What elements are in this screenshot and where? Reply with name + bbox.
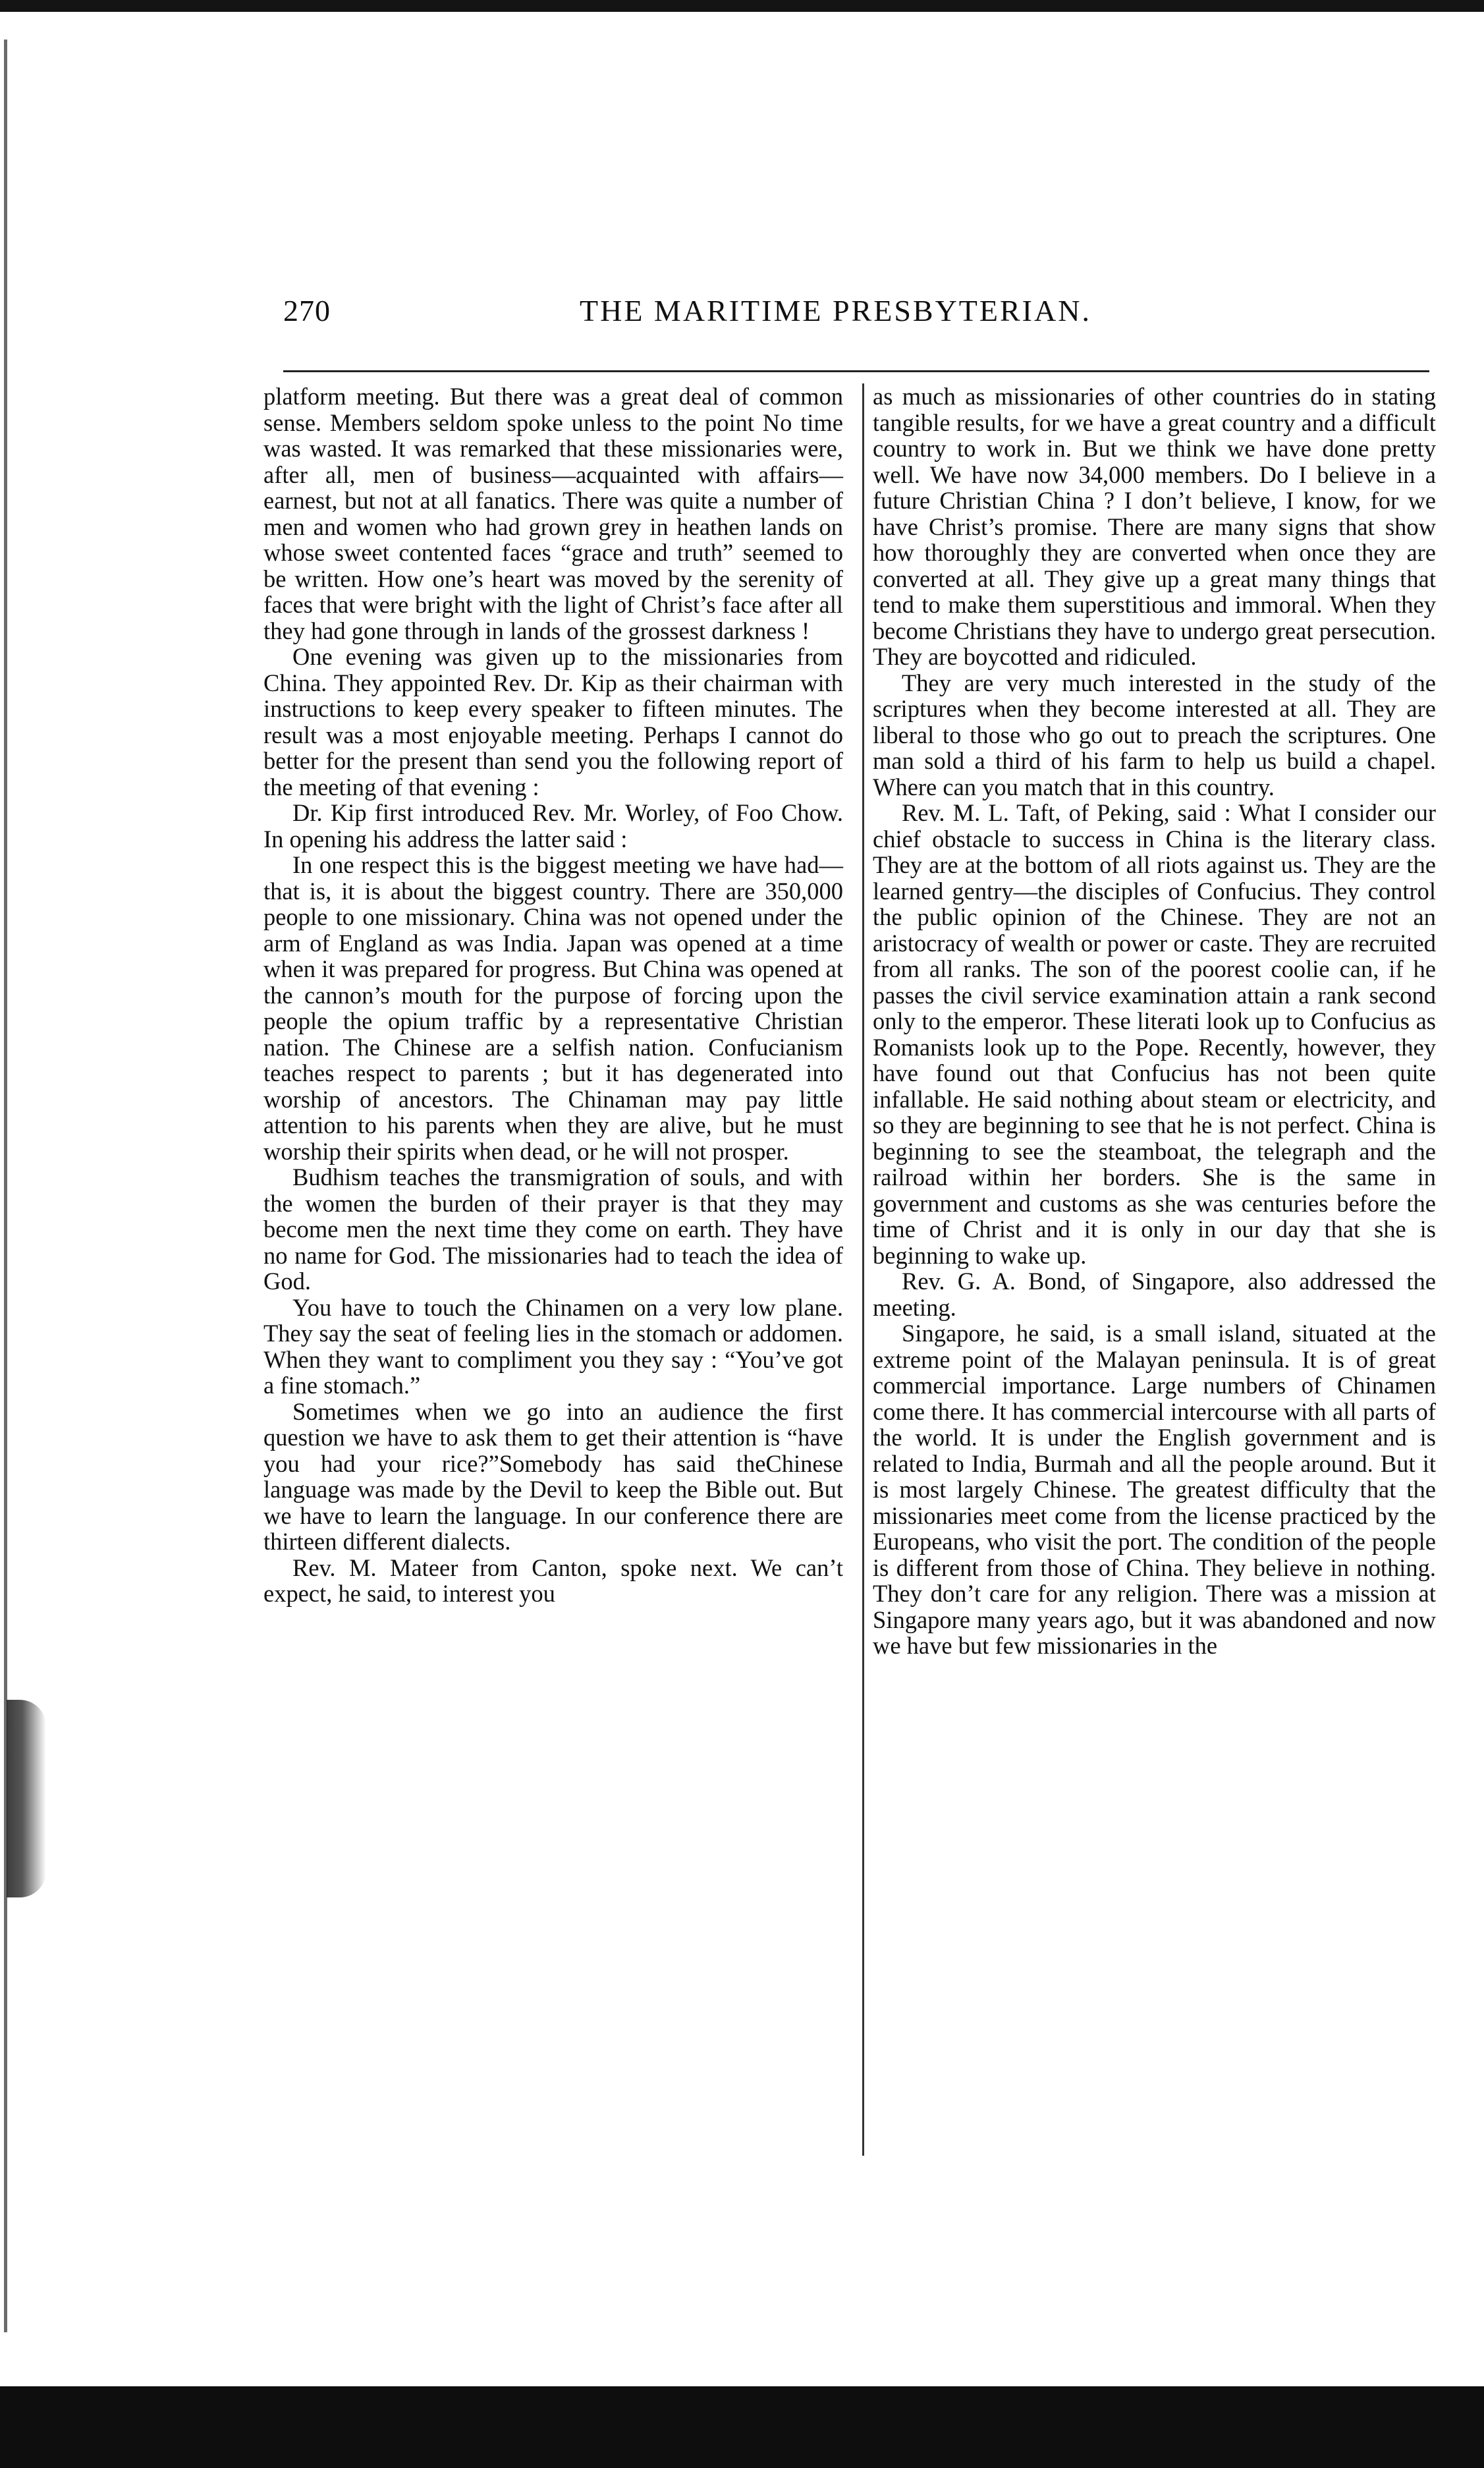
- paragraph: Dr. Kip first introduced Rev. Mr. Worley, of Foo Chow. In opening his address the latter said :: [263, 799, 843, 853]
- right-column: [873, 383, 1436, 2162]
- left-column: [263, 383, 843, 2162]
- header-rule: [283, 370, 1429, 372]
- paragraph: Singapore, he said, is a small island, situated at the extreme point of the Malayan peninsula. It is of great commercial importance. Large numbers of Chinamen come there. It has commercial intercourse with all parts of the world. It is under the English government and is related to India, Burmah and all the people around. But it is most largely Chinese. The greatest difficulty that the missionaries meet come from the license practiced by the Europeans, who visit the port. The condition of the people is different from those of China. They believe in nothing. They don’t care for any religion. There was a mission at Singapore many years ago, but it was abandoned and now we have but few missionaries in the: [873, 1320, 1436, 1659]
- scan-top-border: [0, 0, 1484, 12]
- paragraph: platform meeting. But there was a great deal of common sense. Members seldom spoke unless to the point No time was wasted. It was remarked that these missionaries were, after all, men of business—acquainted with affairs—earnest, but not at all fanatics. There was quite a number of men and women who had grown grey in heathen lands on whose sweet contented faces “grace and truth” seemed to be written. How one’s heart was moved by the serenity of faces that were bright with the light of Christ’s face after all they had gone through in lands of the grossest darkness !: [263, 383, 843, 644]
- scan-bottom-border: [0, 2386, 1484, 2468]
- paragraph: In one respect this is the biggest meeting we have had—that is, it is about the biggest country. There are 350,000 people to one missionary. China was not opened under the arm of England as was India. Japan was opened at a time when it was prepared for progress. But China was opened at the cannon’s mouth for the purpose of forcing upon the people the opium traffic by a representative Christian nation. The Chinese are a selfish nation. Confucianism teaches respect to parents ; but it has degenerated into worship of ancestors. The Chinaman may pay little attention to his parents when they are alive, but he must worship their spirits when dead, or he will not prosper.: [263, 851, 843, 1165]
- paragraph: You have to touch the Chinamen on a very low plane. They say the seat of feeling lies in the stomach or addomen. When they want to compliment you they say : “You’ve got a fine stomach.”: [263, 1293, 843, 1399]
- page-number: 270: [283, 294, 331, 327]
- paragraph: Rev. M. L. Taft, of Peking, said : What I consider our chief obstacle to success in China is the literary class. They are at the bottom of all riots against us. They are the learned gentry—the disciples of Confucius. They control the public opinion of the Chinese. They are not an aristocracy of wealth or power or caste. They are recruited from all ranks. The son of the poorest coolie can, if he passes the civil service examination attain a rank second only to the emperor. These literati look up to Confucius as Romanists look up to the Pope. Recently, however, they have found out that Confucius has not been quite infallable. He said nothing about steam or electricity, and so they are beginning to see that he is not perfect. China is beginning to see the steamboat, the telegraph and the railroad within her borders. She is the same in government and customs as she was centuries before the time of Christ and it is only in our day that she is beginning to wake up.: [873, 799, 1436, 1269]
- paragraph: Sometimes when we go into an audience the first question we have to ask them to get their attention is “have you had your rice?”Somebody has said theChinese language was made by the Devil to keep the Bible out. But we have to learn the language. In our conference there are thirteen different dialects.: [263, 1397, 843, 1555]
- paragraph: They are very much interested in the study of the scriptures when they become interested at all. They are liberal to those who go out to preach the scriptures. One man sold a third of his farm to help us build a chapel. Where can you match that in this country.: [873, 669, 1436, 800]
- journal-title: THE MARITIME PRESBYTERIAN.: [580, 294, 1091, 327]
- paragraph: Rev. G. A. Bond, of Singapore, also addressed the meeting.: [873, 1268, 1436, 1321]
- paragraph: as much as missionaries of other countries do in stating tangible results, for we have a great country and a difficult country to work in. But we think we have done pretty well. We have now 34,000 members. Do I believe in a future Christian China ? I don’t believe, I know, for we have Christ’s promise. There are many signs that show how thoroughly they are converted when once they are converted at all. They give up a great many things that tend to make them superstitious and immoral. When they become Christians they have to undergo great persecution. They are boycotted and ridiculed.: [873, 383, 1436, 670]
- paragraph: Budhism teaches the transmigration of souls, and with the women the burden of their prayer is that they may become men the next time they come on earth. They have no name for God. The missionaries had to teach the idea of God.: [263, 1164, 843, 1295]
- binding-shadow: [7, 1700, 46, 1897]
- paragraph: Rev. M. Mateer from Canton, spoke next. We can’t expect, he said, to interest you: [263, 1554, 843, 1607]
- page-edge-line: [4, 40, 7, 2332]
- column-divider: [862, 383, 864, 2156]
- paragraph: One evening was given up to the missionaries from China. They appointed Rev. Dr. Kip as their chairman with instructions to keep every speaker to fifteen minutes. The result was a most enjoyable meeting. Perhaps I cannot do better for the present than send you the following report of the meeting of that evening :: [263, 643, 843, 800]
- page-header: [283, 293, 1443, 333]
